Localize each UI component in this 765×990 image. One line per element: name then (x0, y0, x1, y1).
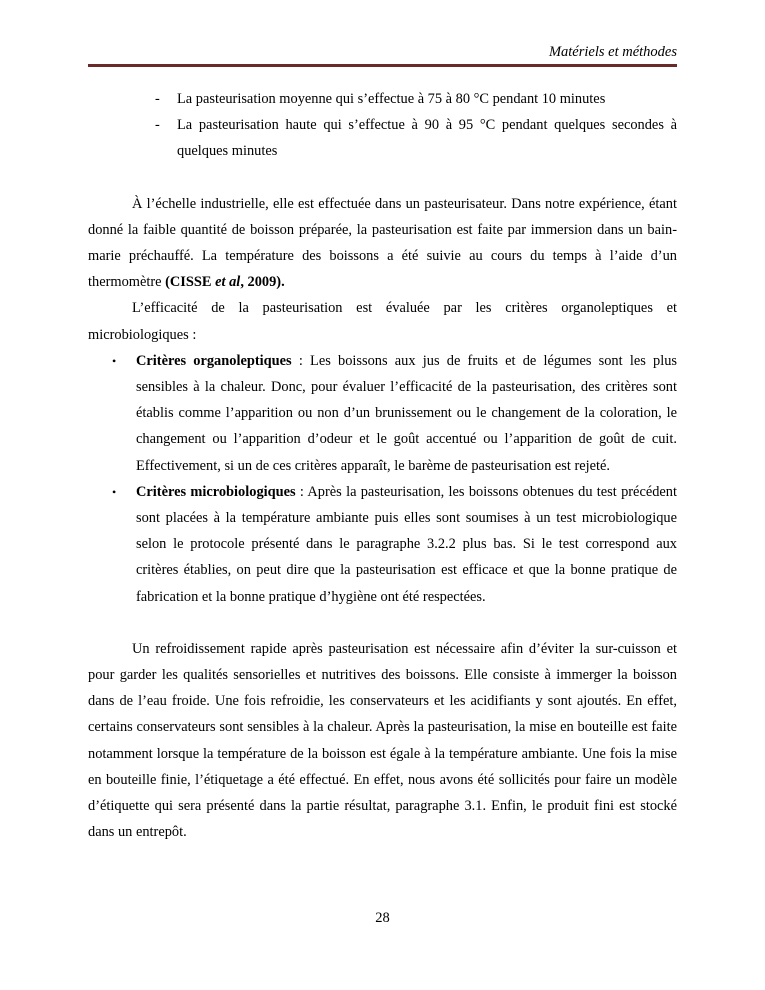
spacer (88, 610, 677, 636)
citation-author: (CISSE (165, 274, 216, 291)
page-header-title: Matériels et méthodes (548, 44, 677, 60)
citation (165, 274, 285, 290)
list-item-text: La pasteurisation moyenne qui s’effectue à 75 à 80 °C pendant 10 minutes (177, 91, 606, 107)
list-item (88, 112, 677, 164)
citation-etal: et al (215, 274, 241, 291)
criteria-text: : Les boissons aux jus de fruits et de légumes sont les plus sensibles à la chaleur. Donc, pour évaluer l’efficacité de la pasteurisation, des critères sont établis comme l’apparition ou non d’un brunissement ou le changement de la coloration, le changement ou l’apparition d’odeur et le goût accentué ou l’apparition de goût de cuit. Effectivement, si un de ces critères apparaît, le barème de pasteurisation est rejeté. (136, 352, 678, 474)
dash-list (88, 86, 677, 165)
paragraph-industrial-pasteurisation (88, 191, 677, 296)
dash-marker: - (155, 91, 160, 107)
criteria-title: Critères microbiologiques (136, 483, 296, 500)
bullet-marker: • (112, 353, 117, 368)
page-content (88, 86, 677, 845)
paragraph-cooling: Un refroidissement rapide après pasteurisation est nécessaire afin d’éviter la sur-cuisson et pour garder les qualités sensorielles et nutritives des boissons. Elle consiste à immerger la boisson dans de l’eau froide. Une fois refroidie, les conservateurs et les acidifiants y sont ajoutés. En effet, certains conservateurs sont sensibles à la chaleur. Après la pasteurisation, la mise en bouteille est faite notamment lorsque la température de la boisson est égale à la température ambiante. Une fois la mise en bouteille finie, l’étiquetage a été effectué. En effet, nous avons été sollicités pour faire un modèle d’étiquette qui sera présenté dans la partie résultat, paragraphe 3.1. Enfin, le produit fini est stocké dans un entrepôt. (88, 640, 677, 841)
list-item-text: La pasteurisation haute qui s’effectue à 90 à 95 °C pendant quelques secondes à quelques minutes (177, 117, 677, 160)
criteria-list (88, 348, 677, 610)
page-number: 28 (375, 910, 390, 926)
citation-year: , 2009). (240, 274, 285, 291)
paragraph-text: À l’échelle industrielle, elle est effectuée dans un pasteurisateur. Dans notre expérience, étant donné la faible quantité de boisson préparée, la pasteurisation est faite par immersion dans un bain-marie préchauffé. La température des boissons a été suivie au cours du temps à l’aide d’un thermomètre (88, 195, 677, 291)
list-item (88, 479, 677, 610)
bullet-marker: • (112, 484, 117, 499)
criteria-title: Critères organoleptiques (136, 352, 292, 369)
list-item (88, 86, 677, 112)
dash-marker: - (155, 117, 160, 134)
paragraph-efficacy: L’efficacité de la pasteurisation est évaluée par les critères organoleptiques et microbiologiques : (88, 300, 677, 343)
list-item (88, 348, 677, 479)
criteria-text: : Après la pasteurisation, les boissons obtenues du test précédent sont placées à la température ambiante puis elles sont soumises à un test microbiologique selon le protocole présenté dans le paragraphe 3.2.2 plus bas. Si le test correspond aux critères établies, on peut dire que la pasteurisation est efficace et que la bonne pratique de fabrication et la bonne pratique d’hygiène ont été respectées. (136, 483, 677, 605)
spacer (88, 165, 677, 191)
header-rule (88, 64, 677, 67)
